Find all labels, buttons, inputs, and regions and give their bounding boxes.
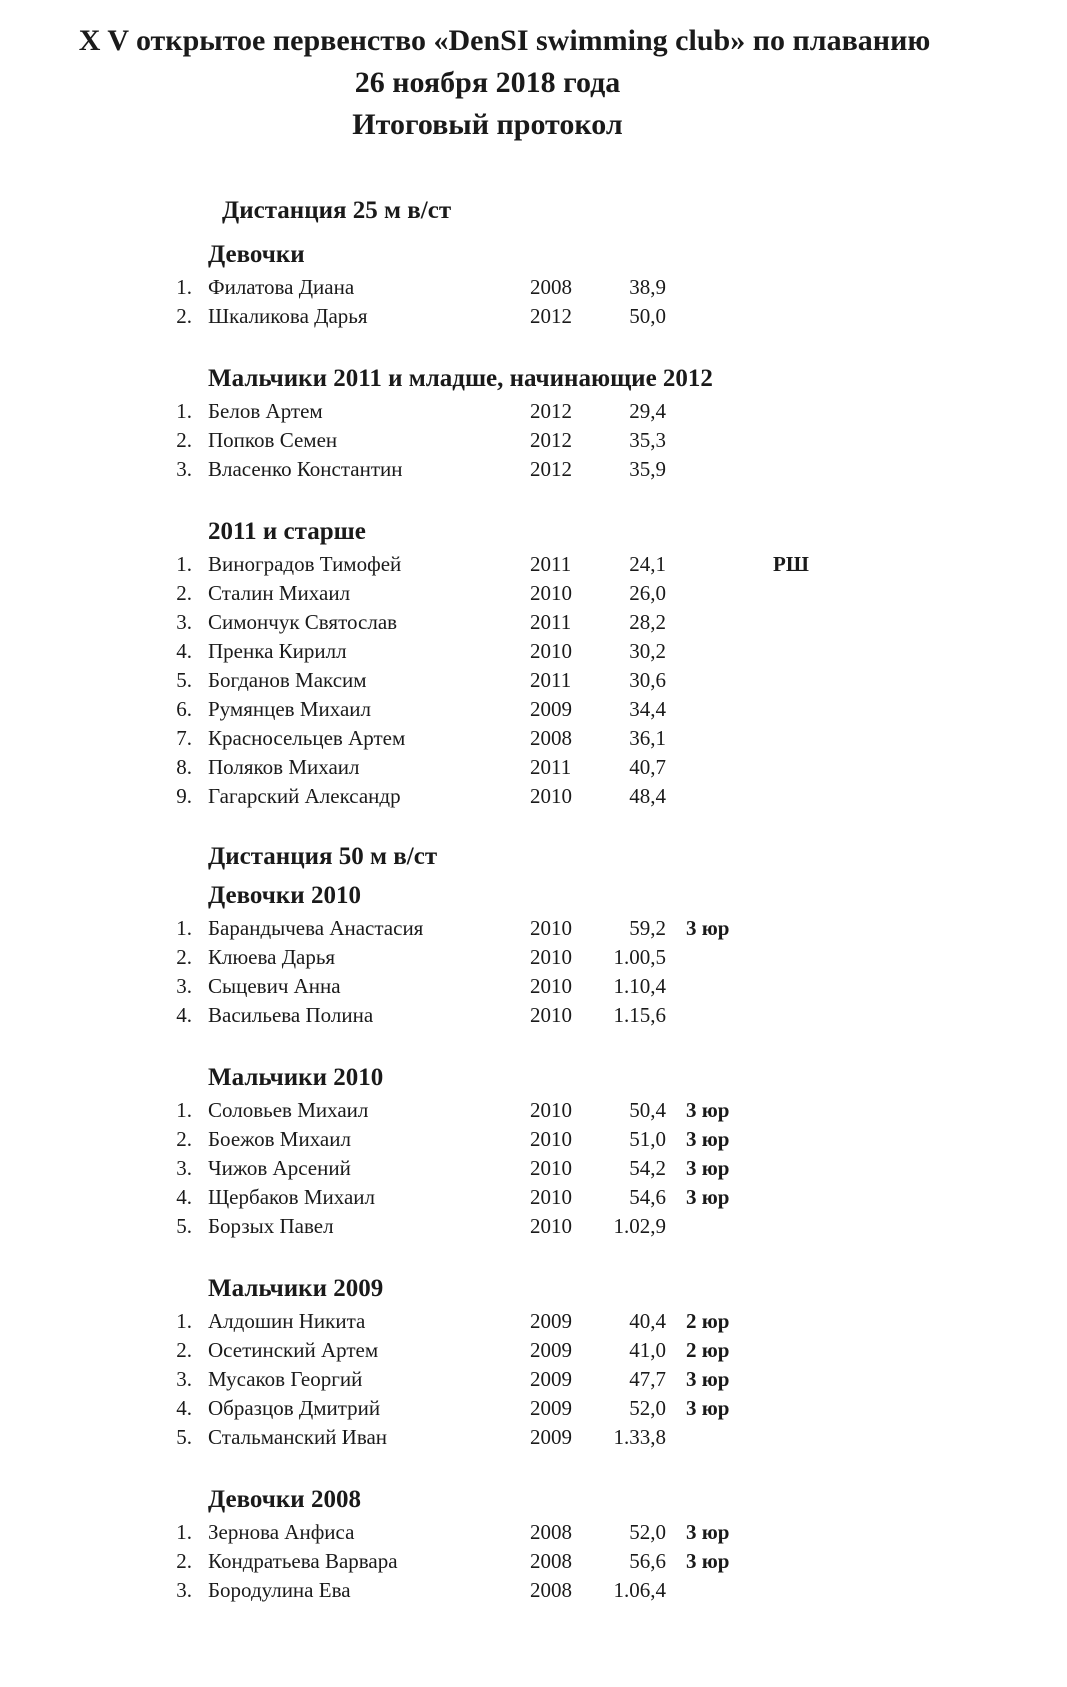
result-row <box>0 724 1067 753</box>
swimmer-name: Красносельцев Артем <box>208 726 406 750</box>
section-title: 2011 и старше <box>208 518 366 545</box>
rank-badge: 3 юр <box>686 1367 730 1391</box>
result-time: 35,9 <box>629 457 666 481</box>
results-section <box>0 514 1067 811</box>
result-time: 28,2 <box>629 610 666 634</box>
place-number: 3. <box>176 974 192 998</box>
rank-badge: 3 юр <box>686 1396 730 1420</box>
place-number: 3. <box>176 610 192 634</box>
result-row <box>0 397 1067 426</box>
place-number: 4. <box>176 1003 192 1027</box>
swimmer-name: Васильева Полина <box>208 1003 374 1027</box>
result-row <box>0 550 1067 579</box>
birth-year: 2010 <box>530 1003 572 1027</box>
swimmer-name: Пренка Кирилл <box>208 639 347 663</box>
result-time: 1.15,6 <box>613 1003 666 1027</box>
rank-badge: 3 юр <box>686 1156 730 1180</box>
place-number: 3. <box>176 1367 192 1391</box>
birth-year: 2012 <box>530 428 572 452</box>
results-section <box>0 237 1067 331</box>
result-row <box>0 972 1067 1001</box>
competition-date: 26 ноября 2018 года <box>354 66 621 99</box>
result-row <box>0 1518 1067 1547</box>
result-row <box>0 426 1067 455</box>
place-number: 5. <box>176 668 192 692</box>
birth-year: 2012 <box>530 399 572 423</box>
result-row <box>0 302 1067 331</box>
swimmer-name: Щербаков Михаил <box>208 1185 375 1209</box>
result-row <box>0 914 1067 943</box>
swimmer-name: Кондратьева Варвара <box>208 1549 398 1573</box>
result-row <box>0 1365 1067 1394</box>
result-time: 59,2 <box>629 916 666 940</box>
swimmer-name: Образцов Дмитрий <box>208 1396 381 1420</box>
swimmer-name: Виноградов Тимофей <box>208 552 402 576</box>
result-row <box>0 666 1067 695</box>
result-row <box>0 1154 1067 1183</box>
result-time: 36,1 <box>629 726 666 750</box>
swimmer-name: Симончук Святослав <box>208 610 398 634</box>
result-time: 48,4 <box>629 784 666 808</box>
result-row <box>0 1212 1067 1241</box>
swimmer-name: Стальманский Иван <box>208 1425 388 1449</box>
swimmer-name: Филатова Диана <box>208 275 355 299</box>
result-time: 1.10,4 <box>613 974 666 998</box>
birth-year: 2010 <box>530 1156 572 1180</box>
birth-year: 2011 <box>530 610 572 634</box>
birth-year: 2010 <box>530 974 572 998</box>
result-time: 40,7 <box>629 755 666 779</box>
result-time: 1.00,5 <box>613 945 666 969</box>
result-row <box>0 637 1067 666</box>
birth-year: 2011 <box>530 755 572 779</box>
birth-year: 2009 <box>530 1367 572 1391</box>
place-number: 3. <box>176 1156 192 1180</box>
document-type: Итоговый протокол <box>352 108 623 141</box>
birth-year: 2008 <box>530 1520 572 1544</box>
swimmer-name: Чижов Арсений <box>208 1156 351 1180</box>
result-time: 34,4 <box>629 697 666 721</box>
swimmer-name: Осетинский Артем <box>208 1338 379 1362</box>
result-row <box>0 273 1067 302</box>
swimmer-name: Сыцевич Анна <box>208 974 341 998</box>
result-row <box>0 455 1067 484</box>
result-time: 1.33,8 <box>613 1425 666 1449</box>
birth-year: 2008 <box>530 1549 572 1573</box>
results-section <box>0 878 1067 1030</box>
birth-year: 2012 <box>530 304 572 328</box>
place-number: 1. <box>176 275 192 299</box>
swimmer-name: Барандычева Анастасия <box>208 916 424 940</box>
result-row <box>0 579 1067 608</box>
result-row <box>0 1096 1067 1125</box>
section-title: Девочки 2010 <box>208 882 361 909</box>
result-time: 54,6 <box>629 1185 666 1209</box>
result-time: 40,4 <box>629 1309 666 1333</box>
result-time: 50,0 <box>629 304 666 328</box>
swimmer-name: Борзых Павел <box>208 1214 334 1238</box>
swimmer-name: Белов Артем <box>208 399 323 423</box>
rank-badge: 3 юр <box>686 1127 730 1151</box>
place-number: 2. <box>176 304 192 328</box>
birth-year: 2010 <box>530 1127 572 1151</box>
place-number: 1. <box>176 1309 192 1333</box>
place-number: 2. <box>176 581 192 605</box>
results-section <box>0 361 1067 484</box>
birth-year: 2010 <box>530 639 572 663</box>
swimmer-name: Румянцев Михаил <box>208 697 371 721</box>
birth-year: 2009 <box>530 697 572 721</box>
result-time: 1.06,4 <box>613 1578 666 1602</box>
result-time: 35,3 <box>629 428 666 452</box>
place-number: 9. <box>176 784 192 808</box>
result-row <box>0 1307 1067 1336</box>
place-number: 4. <box>176 1185 192 1209</box>
swimmer-name: Соловьев Михаил <box>208 1098 369 1122</box>
swimmer-name: Богданов Максим <box>208 668 367 692</box>
place-number: 2. <box>176 1338 192 1362</box>
distance-title: Дистанция 50 м в/ст <box>208 843 438 870</box>
swimmer-name: Клюева Дарья <box>208 945 336 969</box>
result-time: 24,1 <box>629 552 666 576</box>
result-row <box>0 1394 1067 1423</box>
place-number: 3. <box>176 1578 192 1602</box>
result-time: 51,0 <box>629 1127 666 1151</box>
place-number: 2. <box>176 428 192 452</box>
result-time: 30,2 <box>629 639 666 663</box>
results-content <box>0 195 1067 1635</box>
swimmer-name: Боежов Михаил <box>208 1127 351 1151</box>
result-time: 56,6 <box>629 1549 666 1573</box>
result-row <box>0 1336 1067 1365</box>
result-row <box>0 695 1067 724</box>
rank-badge: 3 юр <box>686 1185 730 1209</box>
place-number: 2. <box>176 945 192 969</box>
result-time: 47,7 <box>629 1367 666 1391</box>
birth-year: 2009 <box>530 1396 572 1420</box>
result-row <box>0 782 1067 811</box>
section-title: Девочки <box>208 241 305 268</box>
swimmer-name: Попков Семен <box>208 428 338 452</box>
result-time: 26,0 <box>629 581 666 605</box>
record-note: РШ <box>773 552 809 576</box>
birth-year: 2012 <box>530 457 572 481</box>
birth-year: 2010 <box>530 1098 572 1122</box>
birth-year: 2011 <box>530 552 572 576</box>
place-number: 1. <box>176 552 192 576</box>
birth-year: 2008 <box>530 1578 572 1602</box>
rank-badge: 3 юр <box>686 1549 730 1573</box>
result-time: 41,0 <box>629 1338 666 1362</box>
place-number: 2. <box>176 1127 192 1151</box>
result-row <box>0 1576 1067 1605</box>
swimmer-name: Сталин Михаил <box>208 581 351 605</box>
result-time: 30,6 <box>629 668 666 692</box>
result-row <box>0 1547 1067 1576</box>
results-section <box>0 1271 1067 1452</box>
swimmer-name: Поляков Михаил <box>208 755 360 779</box>
place-number: 7. <box>176 726 192 750</box>
swimmer-name: Мусаков Георгий <box>208 1367 363 1391</box>
birth-year: 2011 <box>530 668 572 692</box>
results-section <box>0 1060 1067 1241</box>
place-number: 1. <box>176 916 192 940</box>
place-number: 8. <box>176 755 192 779</box>
rank-badge: 2 юр <box>686 1338 730 1362</box>
birth-year: 2010 <box>530 1214 572 1238</box>
birth-year: 2008 <box>530 726 572 750</box>
birth-year: 2010 <box>530 1185 572 1209</box>
result-row <box>0 1183 1067 1212</box>
rank-badge: 3 юр <box>686 916 730 940</box>
distance-title: Дистанция 25 м в/ст <box>222 197 452 224</box>
result-time: 52,0 <box>629 1520 666 1544</box>
place-number: 6. <box>176 697 192 721</box>
place-number: 2. <box>176 1549 192 1573</box>
result-time: 1.02,9 <box>613 1214 666 1238</box>
result-time: 38,9 <box>629 275 666 299</box>
birth-year: 2009 <box>530 1338 572 1362</box>
result-row <box>0 1001 1067 1030</box>
result-time: 29,4 <box>629 399 666 423</box>
section-title: Мальчики 2011 и младше, начинающие 2012 <box>208 365 713 392</box>
result-row <box>0 608 1067 637</box>
result-time: 54,2 <box>629 1156 666 1180</box>
result-row <box>0 1125 1067 1154</box>
place-number: 3. <box>176 457 192 481</box>
place-number: 5. <box>176 1214 192 1238</box>
swimmer-name: Алдошин Никита <box>208 1309 366 1333</box>
result-time: 52,0 <box>629 1396 666 1420</box>
rank-badge: 3 юр <box>686 1098 730 1122</box>
birth-year: 2009 <box>530 1425 572 1449</box>
birth-year: 2008 <box>530 275 572 299</box>
swimmer-name: Гагарский Александр <box>208 784 401 808</box>
document-header <box>0 20 1067 146</box>
place-number: 1. <box>176 1098 192 1122</box>
rank-badge: 3 юр <box>686 1520 730 1544</box>
birth-year: 2009 <box>530 1309 572 1333</box>
result-time: 50,4 <box>629 1098 666 1122</box>
place-number: 4. <box>176 639 192 663</box>
competition-title: X V открытое первенство «DenSI swimming club» по плаванию <box>78 24 931 57</box>
place-number: 1. <box>176 1520 192 1544</box>
section-title: Девочки 2008 <box>208 1486 361 1513</box>
result-row <box>0 1423 1067 1452</box>
place-number: 4. <box>176 1396 192 1420</box>
birth-year: 2010 <box>530 945 572 969</box>
rank-badge: 2 юр <box>686 1309 730 1333</box>
place-number: 5. <box>176 1425 192 1449</box>
swimmer-name: Бородулина Ева <box>208 1578 351 1602</box>
section-title: Мальчики 2009 <box>208 1275 384 1302</box>
result-row <box>0 943 1067 972</box>
swimmer-name: Шкаликова Дарья <box>208 304 368 328</box>
swimmer-name: Зернова Анфиса <box>208 1520 355 1544</box>
birth-year: 2010 <box>530 916 572 940</box>
birth-year: 2010 <box>530 581 572 605</box>
swimmer-name: Власенко Константин <box>208 457 403 481</box>
result-row <box>0 753 1067 782</box>
place-number: 1. <box>176 399 192 423</box>
birth-year: 2010 <box>530 784 572 808</box>
section-title: Мальчики 2010 <box>208 1064 384 1091</box>
results-section <box>0 1482 1067 1605</box>
